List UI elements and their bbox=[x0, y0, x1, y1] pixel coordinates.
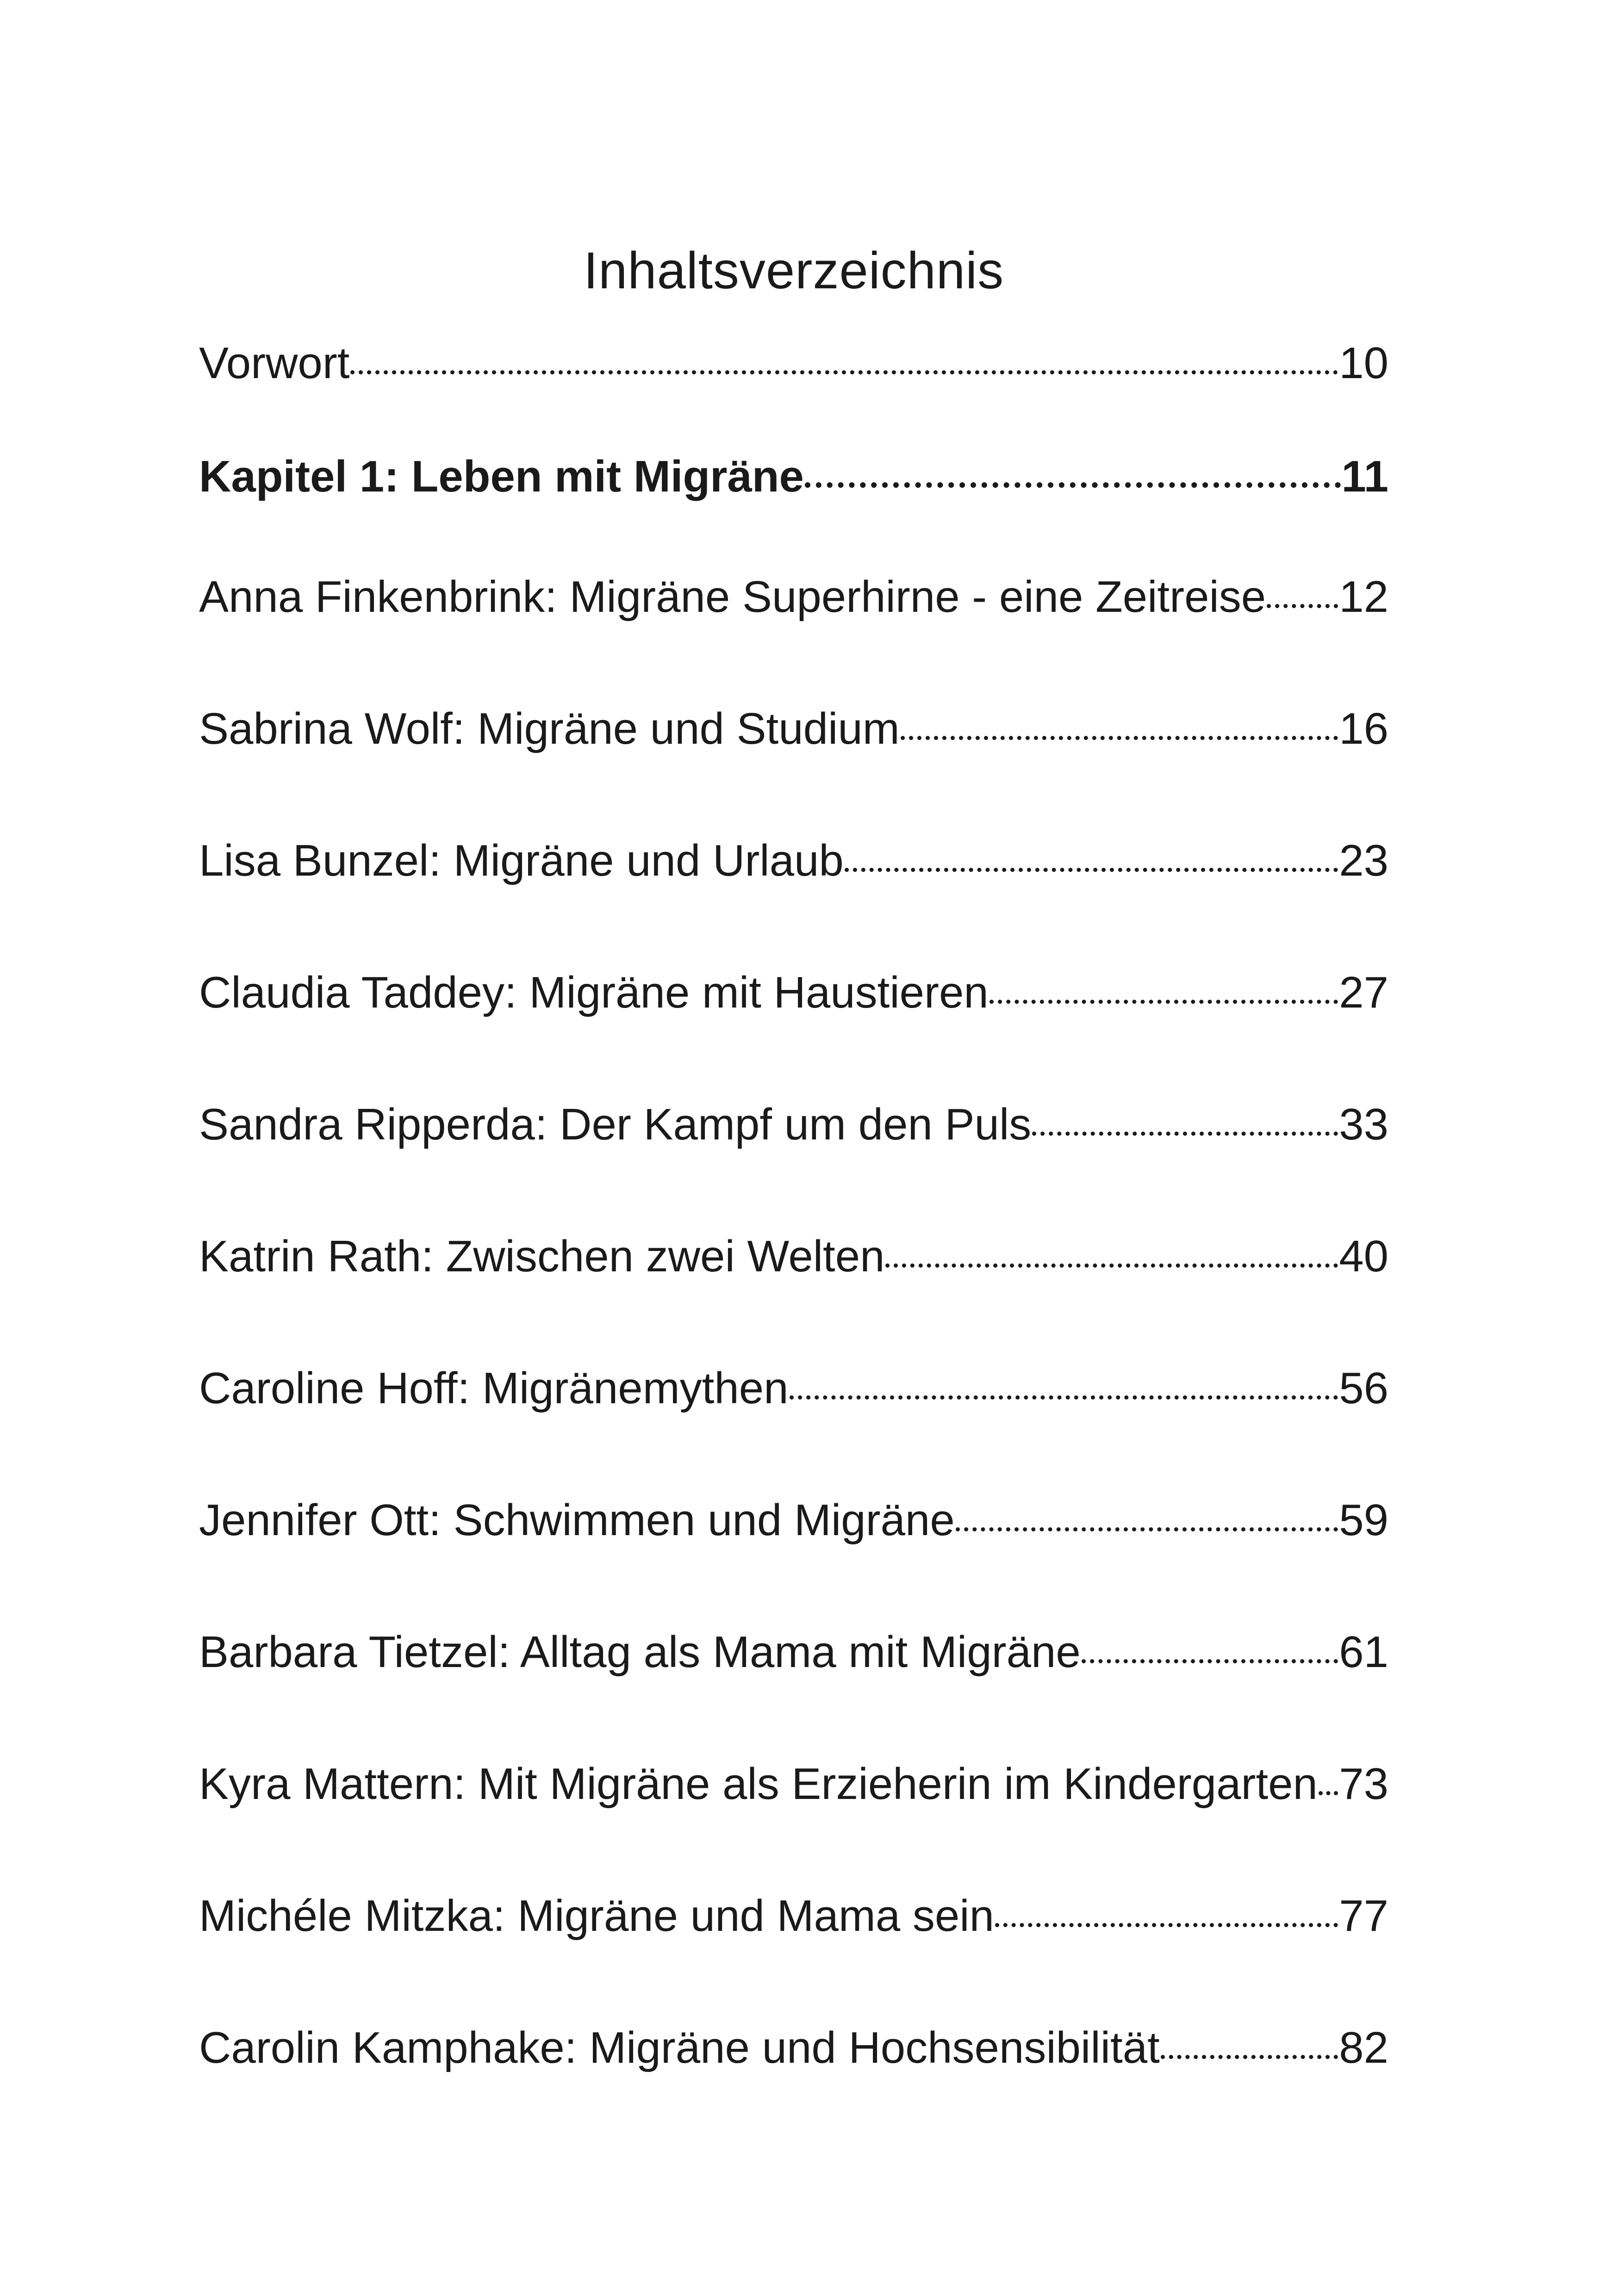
toc-entry-page: 16 bbox=[1339, 704, 1388, 753]
dot-leader bbox=[989, 1000, 1338, 1004]
toc-entry-page: 82 bbox=[1339, 2023, 1388, 2072]
toc-entry-title: Michéle Mitzka: Migräne und Mama sein bbox=[199, 1891, 995, 1941]
toc-entry bbox=[199, 569, 1388, 625]
dot-leader bbox=[790, 1395, 1338, 1400]
toc-entry bbox=[199, 701, 1388, 757]
toc-entry-title: Jennifer Ott: Schwimmen und Migräne bbox=[199, 1495, 955, 1545]
dot-leader bbox=[1161, 2055, 1338, 2059]
dot-leader bbox=[805, 482, 1341, 488]
toc-entry-page: 73 bbox=[1339, 1759, 1388, 1809]
toc-entry-title: Vorwort bbox=[199, 338, 350, 388]
toc-entry bbox=[199, 965, 1388, 1020]
toc-entry-title: Kapitel 1: Leben mit Migräne bbox=[199, 452, 804, 501]
dot-leader bbox=[956, 1527, 1338, 1531]
toc-entry-title: Katrin Rath: Zwischen zwei Welten bbox=[199, 1232, 885, 1281]
dot-leader bbox=[995, 1923, 1338, 1927]
dot-leader bbox=[1082, 1659, 1338, 1663]
toc-entry-page: 59 bbox=[1339, 1495, 1388, 1545]
dot-leader bbox=[885, 1263, 1338, 1268]
toc-entry-page: 11 bbox=[1341, 452, 1388, 501]
toc-entry bbox=[199, 1229, 1388, 1284]
dot-leader bbox=[1032, 1132, 1338, 1136]
toc-entry-title: Barbara Tietzel: Alltag als Mama mit Migräne bbox=[199, 1627, 1081, 1677]
toc-entry-title: Sabrina Wolf: Migräne und Studium bbox=[199, 704, 900, 753]
toc-entry bbox=[199, 1888, 1388, 1944]
page-title: Inhaltsverzeichnis bbox=[583, 242, 1004, 300]
toc-entry-page: 10 bbox=[1339, 338, 1388, 388]
toc-entry-vorwort bbox=[199, 336, 1388, 391]
dot-leader bbox=[901, 736, 1338, 740]
toc-entry-title: Claudia Taddey: Migräne mit Haustieren bbox=[199, 968, 989, 1017]
toc-entry bbox=[199, 1756, 1388, 1812]
toc-entry-page: 12 bbox=[1339, 572, 1388, 622]
toc-entry bbox=[199, 833, 1388, 889]
toc-entry-page: 56 bbox=[1339, 1363, 1388, 1413]
toc-entry-title: Kyra Mattern: Mit Migräne als Erzieherin im Kindergarten bbox=[199, 1759, 1318, 1809]
toc-entry-page: 61 bbox=[1339, 1627, 1388, 1677]
toc-entry-page: 27 bbox=[1339, 968, 1388, 1017]
dot-leader bbox=[1267, 604, 1338, 608]
toc-entry-title: Anna Finkenbrink: Migräne Superhirne - eine Zeitreise bbox=[199, 572, 1266, 622]
toc-entry-title: Lisa Bunzel: Migräne und Urlaub bbox=[199, 836, 844, 885]
toc-entry bbox=[199, 2020, 1388, 2076]
toc-entry bbox=[199, 1493, 1388, 1548]
toc-entry-page: 23 bbox=[1339, 836, 1388, 885]
toc-entry bbox=[199, 1097, 1388, 1152]
toc-entry-page: 77 bbox=[1339, 1891, 1388, 1941]
toc-entry-title: Caroline Hoff: Migränemythen bbox=[199, 1363, 789, 1413]
toc-entry-chapter-1 bbox=[199, 449, 1388, 504]
toc-entry-title: Sandra Ripperda: Der Kampf um den Puls bbox=[199, 1100, 1032, 1149]
dot-leader bbox=[350, 370, 1338, 374]
toc-entry bbox=[199, 1361, 1388, 1416]
toc-entry-page: 33 bbox=[1339, 1100, 1388, 1149]
dot-leader bbox=[1319, 1791, 1338, 1795]
toc-entry-page: 40 bbox=[1339, 1232, 1388, 1281]
dot-leader bbox=[845, 868, 1338, 872]
toc-entry-title: Carolin Kamphake: Migräne und Hochsensibilität bbox=[199, 2023, 1160, 2072]
toc-entry bbox=[199, 1624, 1388, 1680]
